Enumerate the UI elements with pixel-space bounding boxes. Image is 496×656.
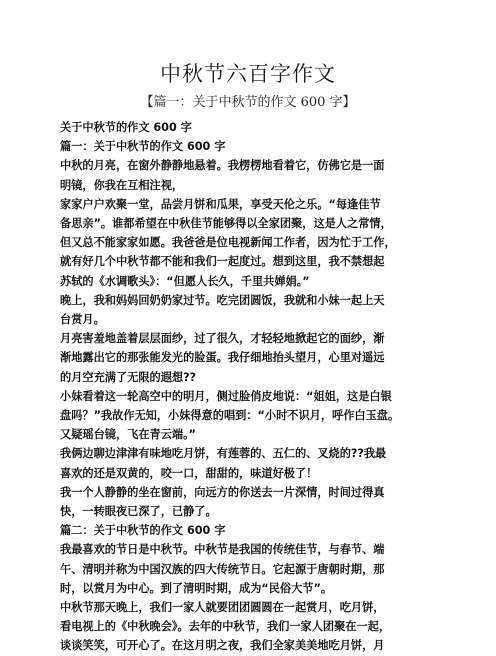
text-line: 的月空充满了无限的遐想?? bbox=[60, 370, 197, 384]
text-line: 苏轼的《水调歌头》：“但愿人长久，千里共婵娟。” bbox=[60, 274, 310, 288]
text-line: 中秋的月亮，在窗外静静地悬着。我楞楞地看着它，仿佛它是一面 bbox=[60, 159, 385, 173]
text-line: 时，以赏月为中心。到了清明时期，成为“民俗大节”。 bbox=[60, 581, 333, 595]
text-line: 我一个人静静的坐在窗前，向远方的你送去一片深情，时间过得真 bbox=[60, 485, 385, 499]
text-line: 午、清明并称为中国汉族的四大传统节日。它起源于唐朝时期，那 bbox=[60, 562, 385, 576]
text-line: 台赏月。 bbox=[60, 313, 105, 327]
text-line: 盘吗？”我故作无知，小妹得意的唱到：“小时不识月，呼作白玉盘。 bbox=[60, 409, 400, 423]
text-line: 又疑瑶台镜，飞在青云端。” bbox=[60, 428, 197, 442]
text-line: 篇一：关于中秋节的作文 600 字 bbox=[60, 140, 226, 154]
text-line: 渐地露出它的那张能发光的脸蛋。我仔细地抬头望月，心里对遥远 bbox=[60, 351, 385, 365]
document-body bbox=[60, 118, 448, 656]
text-line: 家家户户欢聚一堂，品尝月饼和瓜果，享受天伦之乐。“每逢佳节 bbox=[60, 197, 381, 211]
document-subtitle: 【篇一：关于中秋节的作文 600 字】 bbox=[140, 95, 356, 110]
text-line: 我俩边聊边津津有味地吃月饼，有莲蓉的、五仁的、叉烧的??我最 bbox=[60, 447, 387, 461]
text-line: 看电视上的《中秋晚会》。去年的中秋节，我们一家人团聚在一起， bbox=[60, 620, 391, 634]
text-line: 就有好几个中秋节都不能和我们一起度过。想到这里，我不禁想起 bbox=[60, 255, 385, 269]
text-line: 快，一转眼夜已深了，已静了。 bbox=[60, 505, 217, 519]
text-line: 关于中秋节的作文 600 字 bbox=[60, 121, 192, 134]
text-line: 明镜，你我在互相注视， bbox=[60, 178, 184, 192]
text-line: 月亮害羞地盖着层层面纱，过了很久，才轻轻地掀起它的面纱，渐 bbox=[60, 332, 385, 346]
text-line: 篇二：关于中秋节的作文 600 字 bbox=[60, 524, 226, 538]
text-line: 喜欢的还是双黄的，咬一口，甜甜的，味道好极了！ bbox=[60, 466, 318, 480]
text-line: 晚上，我和妈妈回奶奶家过节。吃完团圆饭，我就和小妹一起上天 bbox=[60, 293, 385, 307]
document-title: 中秋节六百字作文 bbox=[160, 62, 336, 86]
text-line: 备思亲”。谁都希望在中秋佳节能够得以全家团聚，这是人之常情， bbox=[60, 217, 392, 231]
text-line: 我最喜欢的节日是中秋节。中秋节是我国的传统佳节，与春节、端 bbox=[60, 543, 385, 557]
text-line: 但又总不能家家如愿。我爸爸是位电视新闻工作者，因为忙于工作， bbox=[60, 236, 396, 250]
text-line: 中秋节那天晚上，我们一家人就要团团圆圆在一起赏月，吃月饼， bbox=[60, 601, 385, 615]
text-line: 小妹看着这一轮高空中的明月，侧过脸俏皮地说：“姐姐，这是白银 bbox=[60, 389, 392, 403]
text-line: 谈谈笑笑，可开心了。在这月明之夜，我们全家美美地吃月饼，月 bbox=[60, 639, 385, 653]
